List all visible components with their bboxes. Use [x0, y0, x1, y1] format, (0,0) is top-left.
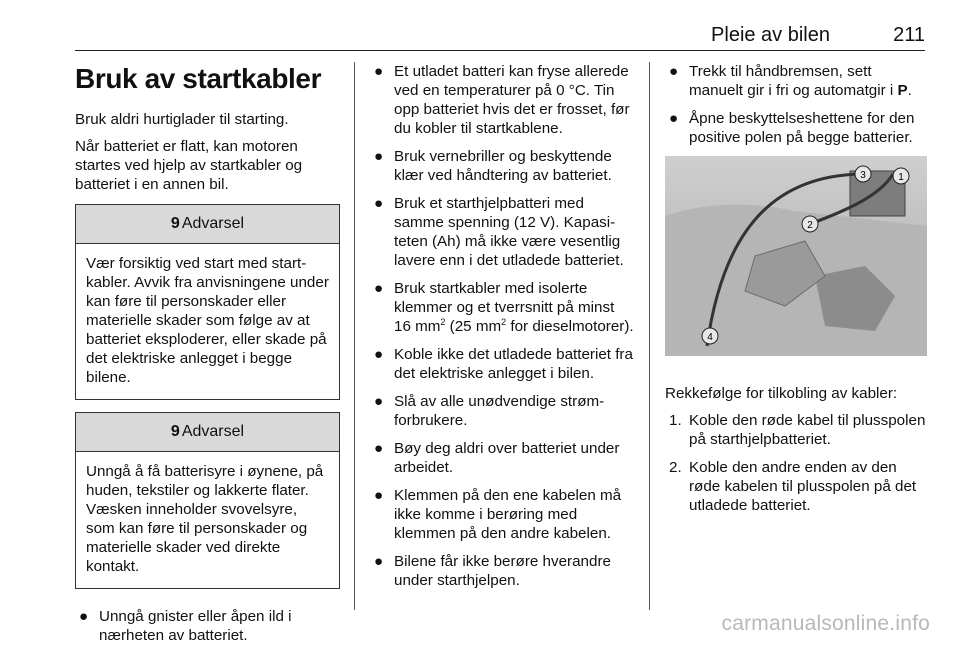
warning-title: Advarsel	[181, 423, 245, 440]
list-item	[370, 486, 635, 543]
warning-box	[75, 412, 340, 589]
callout-2-label: 2	[807, 220, 813, 231]
bullet-list	[370, 62, 635, 590]
warning-box	[75, 204, 340, 400]
list-item-text: Bruk vernebriller og beskyttende klær ved håndtering av batteriet.	[394, 148, 612, 184]
list-item	[370, 345, 635, 383]
callout-1-label: 1	[898, 172, 904, 183]
list-item-text: Klemmen på den ene kabelen må ikke komme i berøring med klemmen på den andre kabelen.	[394, 487, 622, 542]
bullet-icon: ●	[374, 487, 384, 504]
list-item	[665, 458, 927, 515]
bullet-icon: ●	[669, 63, 679, 80]
list-item-text: Et utladet batteri kan fryse allerede ved en temperaturer på 0 °C. Tin opp batteriet hvis det er frosset, før du kobler til startkablene.	[394, 63, 630, 137]
list-item	[370, 194, 635, 270]
list-item	[370, 62, 635, 138]
list-item	[370, 147, 635, 185]
page-number: 211	[893, 24, 925, 46]
bullet-list	[75, 607, 340, 645]
bullet-icon: ●	[79, 608, 89, 625]
bullet-icon: ●	[374, 393, 384, 410]
step-text: Koble den andre enden av den røde kabelen til plusspolen på det utladede batteriet.	[689, 459, 917, 514]
bullet-icon: ●	[374, 553, 384, 570]
page-title: Bruk av startkabler	[75, 63, 322, 94]
list-item-text: Trekk til håndbremsen, sett manuelt gir i fri og automatgir i P.	[689, 63, 912, 99]
bullet-list	[665, 62, 927, 147]
bullet-icon: ●	[374, 63, 384, 80]
step-text: Koble den røde kabel til plusspolen på starthjelpbatteriet.	[689, 412, 926, 448]
list-item-text: Bilene får ikke berøre hverandre under starthjelpen.	[394, 553, 611, 589]
numbered-list	[665, 411, 927, 515]
list-item-text: Åpne beskyttelseshettene for den positive polen på begge batterier.	[689, 110, 915, 146]
column-2	[370, 62, 635, 599]
callout-4-label: 4	[707, 332, 713, 343]
bullet-icon: ●	[374, 195, 384, 212]
section-title: Pleie av bilen	[711, 24, 830, 46]
warning-text: Unngå å få batterisyre i øynene, på huden, tekstiler og lakkerte flater. Væsken inneholder svovelsyre, som kan føre til personskader og materielle skader ved direkte kontakt.	[86, 463, 324, 575]
list-item-text: Slå av alle unødvendige strømforbrukere.	[394, 393, 605, 429]
warning-icon: 9	[170, 215, 180, 232]
list-item	[665, 62, 927, 100]
list-item	[370, 439, 635, 477]
warning-text: Vær forsiktig ved start med startkabler. Avvik fra anvisningene under kan føre til personskader eller materielle skader som følge av at batteriet eksploderer, eller skade på det elektriske anlegget i begge bilene.	[86, 255, 329, 386]
column-divider	[354, 62, 355, 610]
column-3	[665, 62, 927, 524]
intro-paragraph: Bruk aldri hurtiglader til starting.	[75, 111, 289, 128]
bullet-icon: ●	[374, 148, 384, 165]
list-item	[370, 552, 635, 590]
bullet-icon: ●	[374, 280, 384, 297]
sequence-intro: Rekkefølge for tilkobling av kabler:	[665, 385, 898, 402]
step-number: 1.	[669, 412, 682, 429]
intro-paragraph: Når batteriet er flatt, kan motoren startes ved hjelp av startkabler og batteriet i en annen bil.	[75, 138, 303, 193]
list-item-text: Unngå gnister eller åpen ild i nærheten av batteriet.	[99, 608, 292, 644]
warning-icon: 9	[170, 423, 180, 440]
list-item	[75, 607, 340, 645]
list-item	[370, 279, 635, 336]
list-item-text: Bruk et starthjelpbatteri med samme spenning (12 V). Kapasiteten (Ah) må ikke være vesentlig lavere enn i det utladede batteriet.	[394, 195, 624, 269]
step-number: 2.	[669, 459, 682, 476]
watermark: carmanualsonline.info	[721, 612, 930, 635]
jump-start-illustration	[665, 156, 927, 356]
warning-header	[76, 413, 339, 452]
list-item-text: Koble ikke det utladede batteriet fra det elektriske anlegget i bilen.	[394, 346, 633, 382]
warning-header	[76, 205, 339, 244]
list-item	[370, 392, 635, 430]
list-item	[665, 411, 927, 449]
page-header	[75, 0, 925, 51]
bullet-icon: ●	[669, 110, 679, 127]
list-item-text: Bruk startkabler med isolerte klemmer og et tverrsnitt på minst 16 $mm^2$ (25 $mm^2$ for dieselmotorer).	[394, 280, 634, 335]
column-1	[75, 62, 340, 654]
column-divider	[649, 62, 650, 610]
callout-3-label: 3	[860, 170, 866, 181]
bullet-icon: ●	[374, 440, 384, 457]
bullet-icon: ●	[374, 346, 384, 363]
list-item-text: Bøy deg aldri over batteriet under arbeidet.	[394, 440, 620, 476]
warning-title: Advarsel	[181, 215, 245, 232]
list-item	[665, 109, 927, 147]
